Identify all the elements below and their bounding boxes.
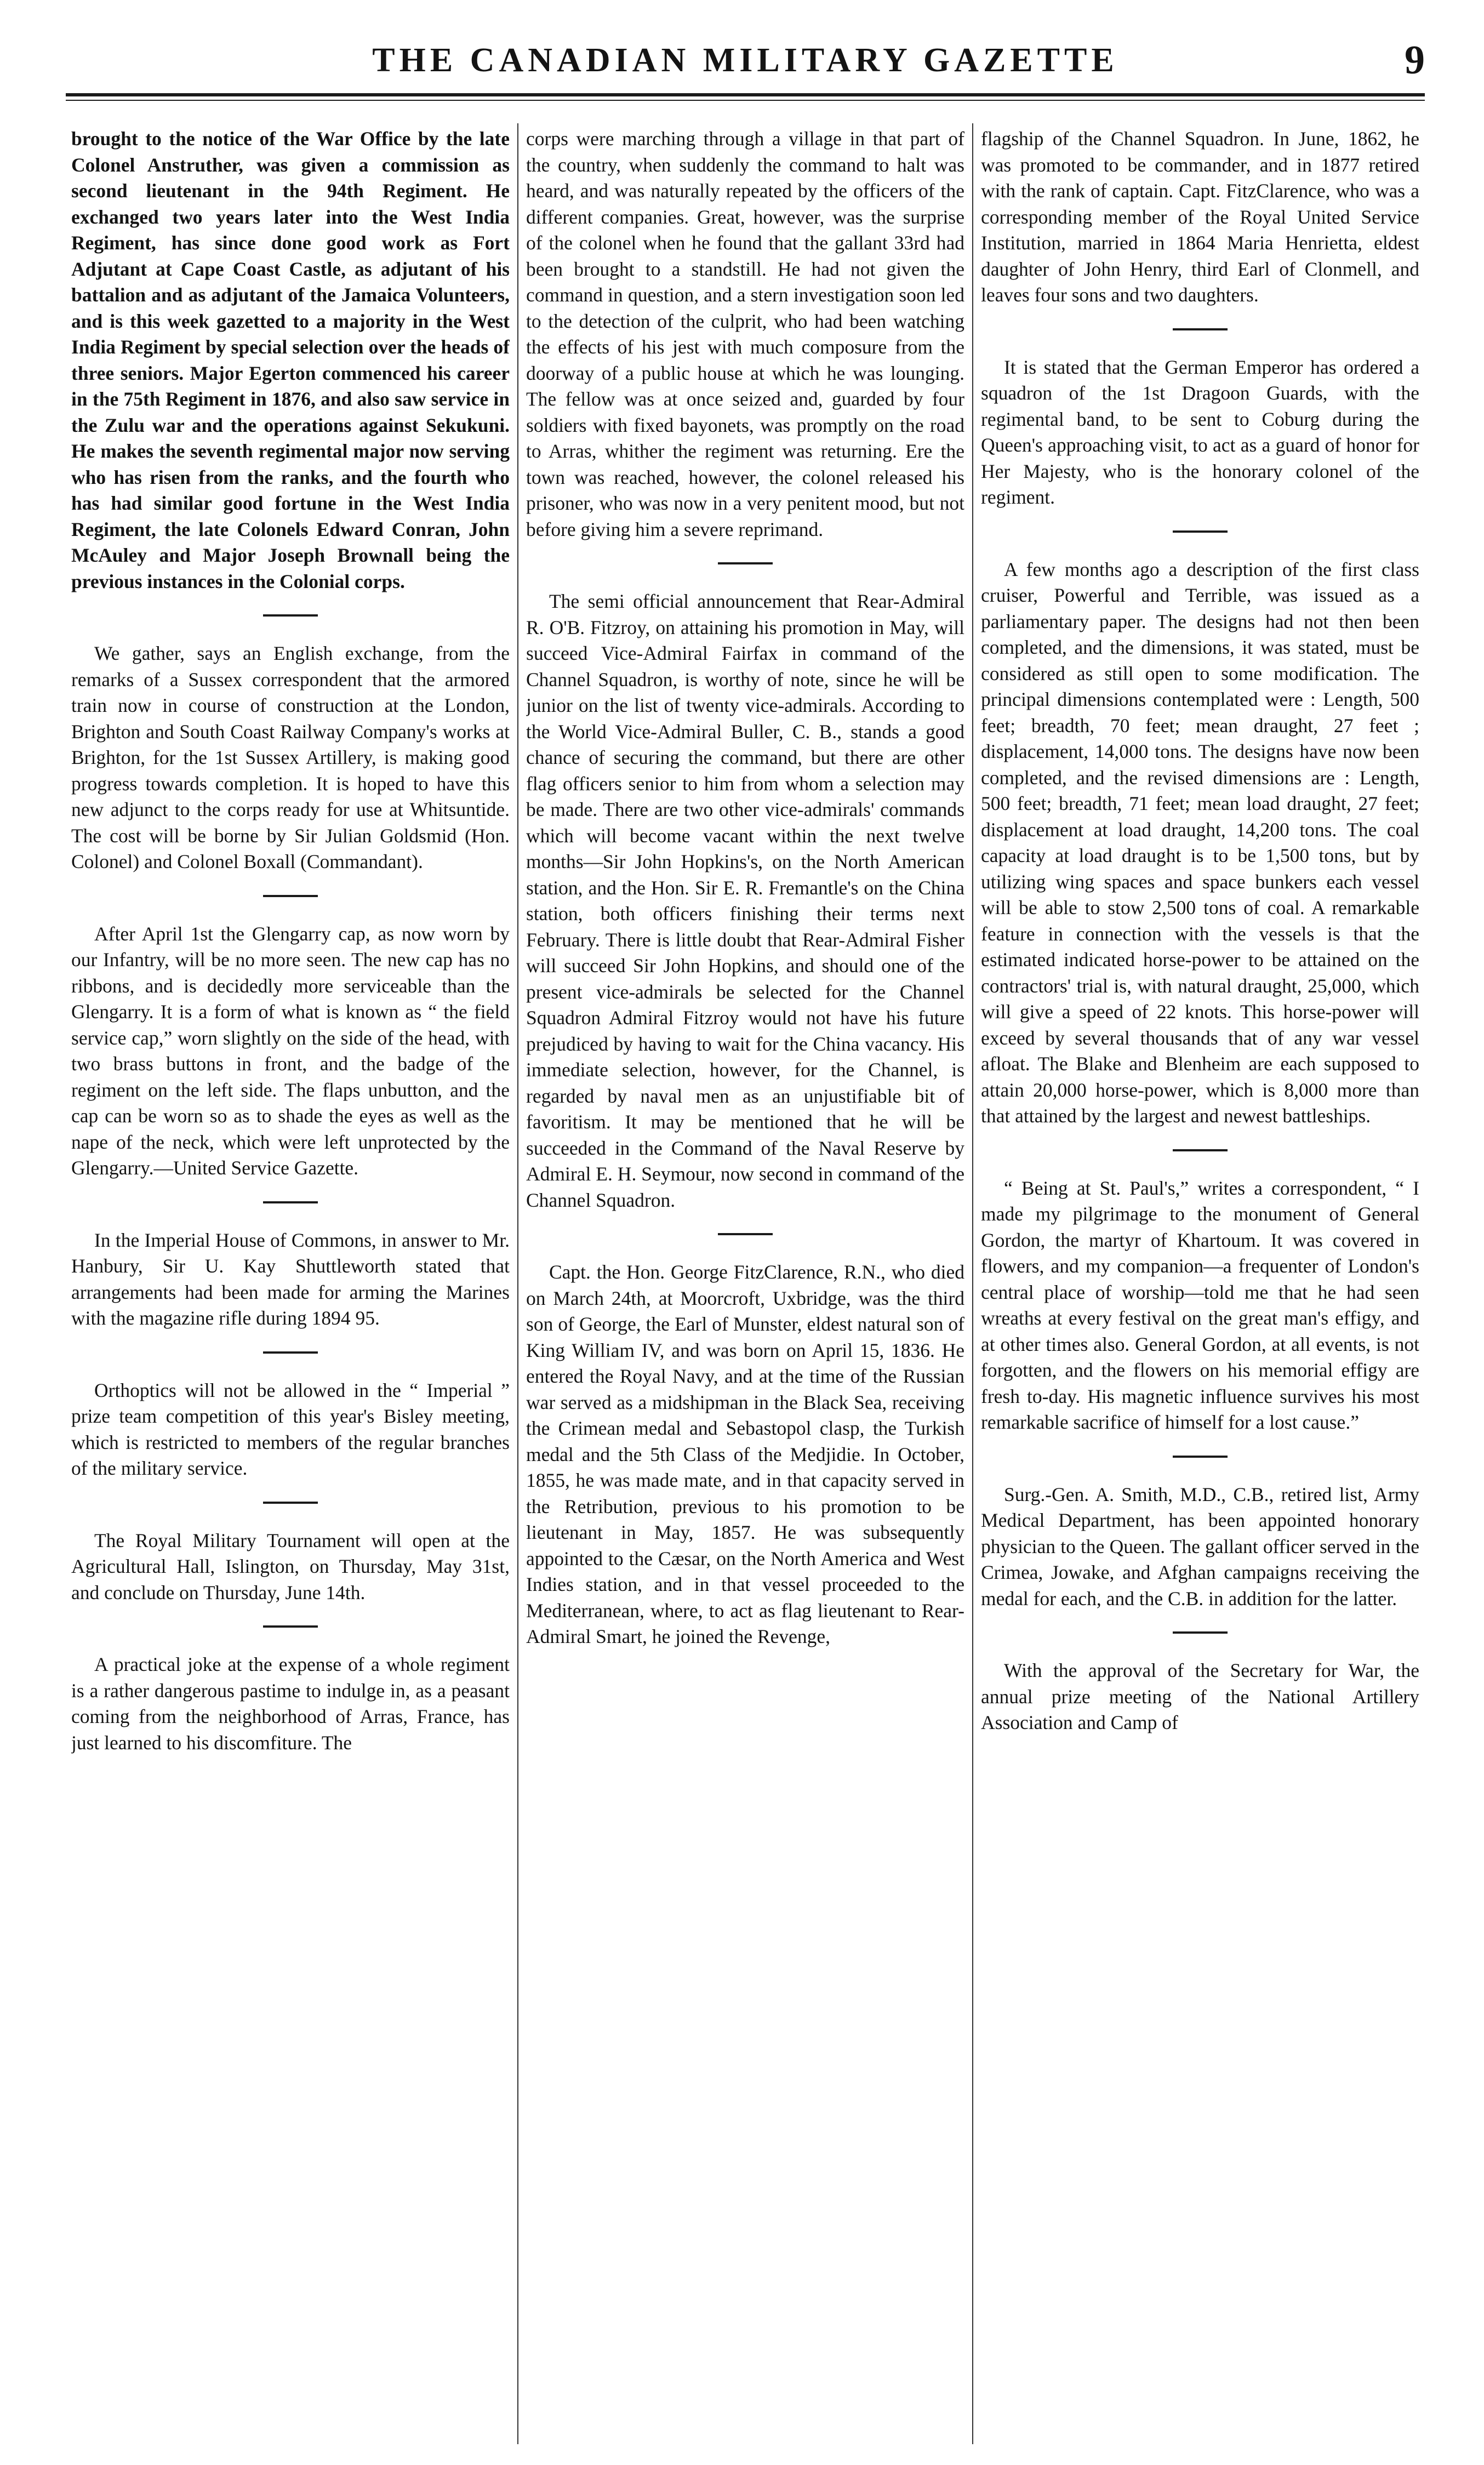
article-paragraph: A few months ago a description of the first class cruiser, Powerful and Terrible, was issued as a parliamentary paper. The designs had not then been completed, and the dimensions, it was stated, must be considered as still open to some modification. The principal dimensions contemplated were : Length, 500 feet; breadth, 70 feet; mean draught, 27 feet ; displacement, 14,000 tons. The designs have now been completed, and the revised dimensions are : Length, 500 feet; breadth, 71 feet; mean load draught, 27 feet; displacement at load draught, 14,200 tons. The coal capacity at load draught is to be 1,500 tons, but by utilizing wing spaces and space bunkers each vessel will be able to stow 2,500 tons of coal. A remarkable feature in connection with the vessels is that the estimated indicated horse-power to be attained on the contractors' trial is, with natural draught, 25,000, which will give a speed of 22 knots. This horse-power will exceed by several thousands that of any war vessel afloat. The Blake and Blenheim are each supposed to attain 20,000 horse-power, which is 8,000 more than that attained by the largest and newest battleships.	[981, 558, 1419, 1127]
column-3	[981, 126, 1419, 2444]
article	[71, 1528, 510, 1606]
article-paragraph: It is stated that the German Emperor has ordered a squadron of the 1st Dragoon Guards, with the regimental band, to be sent to Coburg during the Queen's approaching visit, to act as a guard of honor for Her Majesty, who is the honorary colonel of the regiment.	[981, 356, 1419, 508]
article-paragraph: In the Imperial House of Commons, in answer to Mr. Hanbury, Sir U. Kay Shuttleworth stated that arrangements had been made for arming the Marines with the magazine rifle during 1894 95.	[71, 1229, 510, 1329]
article-paragraph: corps were marching through a village in that part of the country, when suddenly the command to halt was heard, and was naturally repeated by the officers of the different companies. Great, however, was the surprise of the colonel when he found that the gallant 33rd had been brought to a standstill. He had not given the command in question, and a stern investigation soon led to the detection of the culprit, who had been watching the effects of his jest with much composure from the doorway of a public house at which he was lounging. The fellow was at once seized and, guarded by four soldiers with fixed bayonets, was promptly on the road to Arras, whither the regiment was returning. Ere the town was reached, however, the colonel released his prisoner, who was now in a very penitent mood, but not before giving him a severe reprimand.	[526, 128, 964, 540]
article-separator	[1173, 1456, 1228, 1458]
article-separator	[263, 614, 318, 617]
article-paragraph: Capt. the Hon. George FitzClarence, R.N., who died on March 24th, at Moorcroft, Uxbridge, was the third son of George, the Earl of Munster, eldest natural son of King William IV, and was born on April 15, 1836. He entered the Royal Navy, and at the time of the Russian war served as a midshipman in the Black Sea, receiving the Crimean medal and Sebastopol clasp, the Turkish medal and the 5th Class of the Medjidie. In October, 1855, he was made mate, and in that capacity served in the Retribution, previous to his promotion to be lieutenant in May, 1857. He was subsequently appointed to the Cæsar, on the North America and West Indies station, and in that vessel proceeded to the Mediterranean, where, to act as flag lieutenant to Rear-Admiral Smart, he joined the Revenge,	[526, 1261, 964, 1647]
page-number: 9	[1405, 38, 1425, 83]
article-separator	[1173, 328, 1228, 330]
article	[981, 355, 1419, 511]
article-separator	[718, 562, 773, 564]
article	[526, 589, 964, 1213]
article-separator	[1173, 1149, 1228, 1151]
article-paragraph: “ Being at St. Paul's,” writes a correspondent, “ I made my pilgrimage to the monument of General Gordon, the martyr of Khartoum. It was covered in flowers, and my companion—a frequenter of London's central place of worship—told me that he had seen wreaths at every festival on the great man's effigy, and at other times also. General Gordon, at all events, is not forgotten, and the flowers on his memorial effigy are fresh to-day. His magnetic influence survives his most remarkable sacrifice of himself for a lost cause.”	[981, 1177, 1419, 1433]
article-separator	[263, 895, 318, 897]
article-paragraph: The semi official announcement that Rear-Admiral R. O'B. Fitzroy, on attaining his promotion in May, will succeed Vice-Admiral Fairfax in command of the Channel Squadron, is worthy of note, since he will be junior on the list of twenty vice-admirals. According to the World Vice-Admiral Buller, C. B., stands a good chance of securing the command, but there are other flag officers senior to him from whom a selection may be made. There are two other vice-admirals' commands which will become vacant within the next twelve months—Sir John Hopkins's, on the North American station, and the Hon. Sir E. R. Fremantle's on the China station, both officers finishing their terms next February. There is little doubt that Rear-Admiral Fisher will succeed Sir John Hopkins, and should one of the present vice-admirals be selected for the Channel Squadron Admiral Fitzroy would not have his future prejudiced by having to wait for the China vacancy. His immediate selection, however, for the Channel, is regarded by naval men as an unjustifiable bit of favoritism. It may be mentioned that he will be succeeded in the Command of the Naval Reserve by Admiral E. H. Seymour, now second in command of the Channel Squadron.	[526, 590, 964, 1211]
article	[981, 557, 1419, 1129]
article	[981, 1658, 1419, 1736]
article-paragraph: Surg.-Gen. A. Smith, M.D., C.B., retired list, Army Medical Department, has been appointed honorary physician to the Queen. The gallant officer served in the Crimea, Jowake, and Afghan campaigns receiving the medal for each, and the C.B. in addition for the latter.	[981, 1483, 1419, 1610]
article-separator	[263, 1502, 318, 1504]
article	[71, 641, 510, 875]
header-rule	[66, 93, 1425, 96]
article	[526, 126, 964, 543]
article	[71, 1652, 510, 1756]
article-separator	[263, 1201, 318, 1203]
column-1	[71, 126, 510, 2444]
article-separator	[1173, 1631, 1228, 1634]
article	[981, 1482, 1419, 1612]
article	[71, 126, 510, 595]
article-paragraph: flagship of the Channel Squadron. In June, 1862, he was promoted to be commander, and in 1877 retired with the rank of captain. Capt. FitzClarence, who was a corresponding member of the Royal United Service Institution, married in 1864 Maria Henrietta, eldest daughter of John Henry, third Earl of Clonmell, and leaves four sons and two daughters.	[981, 128, 1419, 306]
article-separator	[263, 1351, 318, 1354]
article-paragraph: We gather, says an English exchange, from the remarks of a Sussex correspondent that the armored train now in course of construction at the London, Brighton and South Coast Railway Company's works at Brighton, for the 1st Sussex Artillery, is making good progress towards completion. It is hoped to have this new adjunct to the corps ready for use at Whitsuntide. The cost will be borne by Sir Julian Goldsmid (Hon. Colonel) and Colonel Boxall (Commandant).	[71, 642, 510, 872]
article-paragraph: Orthoptics will not be allowed in the “ Imperial ” prize team competition of this year's Bisley meeting, which is restricted to members of the regular branches of the military service.	[71, 1379, 510, 1479]
article-paragraph: The Royal Military Tournament will open at the Agricultural Hall, Islington, on Thursday, May 31st, and conclude on Thursday, June 14th.	[71, 1529, 510, 1604]
article-separator	[263, 1625, 318, 1628]
article-paragraph: brought to the notice of the War Office by the late Colonel Anstruther, was given a commission as second lieutenant in the 94th Regiment. He exchanged two years later into the West India Regiment, has since done good work as Fort Adjutant at Cape Coast Castle, as adjutant of his battalion and as adjutant of the Jamaica Volunteers, and is this week gazetted to a majority in the West India Regiment by special selection over the heads of three seniors. Major Egerton commenced his career in the 75th Regiment in 1876, and also saw service in the Zulu war and the operations against Sekukuni. He makes the seventh regimental major now serving who has risen from the ranks, and the fourth who has had similar good fortune in the West India Regiment, the late Colonels Edward Conran, John McAuley and Major Joseph Brownall being the previous instances in the Colonial corps.	[71, 128, 510, 592]
article	[71, 1228, 510, 1332]
article	[71, 921, 510, 1182]
masthead	[66, 33, 1425, 88]
article-paragraph: After April 1st the Glengarry cap, as now worn by our Infantry, will be no more seen. The new cap has no ribbons, and is decidedly more serviceable than the Glengarry. It is a form of what is known as “ the field service cap,” worn slightly on the side of the head, with two brass buttons in front, and the badge of the regiment on the left side. The flaps unbutton, and the cap can be worn so as to shade the eyes as well as the nape of the neck, which were left unprotected by the Glengarry.—United Service Gazette.	[71, 922, 510, 1179]
column-divider	[517, 123, 518, 2444]
column-divider	[972, 123, 973, 2444]
article-separator	[1173, 530, 1228, 533]
article-paragraph: With the approval of the Secretary for War, the annual prize meeting of the National Artillery Association and Camp of	[981, 1659, 1419, 1733]
article	[71, 1378, 510, 1482]
column-2	[526, 126, 964, 2444]
header-rule-thin	[66, 100, 1425, 101]
article	[981, 1176, 1419, 1436]
page-title: THE CANADIAN MILITARY GAZETTE	[372, 42, 1118, 79]
article	[526, 1259, 964, 1650]
article-paragraph: A practical joke at the expense of a whole regiment is a rather dangerous pastime to indulge in, as a peasant coming from the neighborhood of Arras, France, has just learned to his discomfiture. The	[71, 1653, 510, 1754]
article	[981, 126, 1419, 309]
article-separator	[718, 1233, 773, 1235]
